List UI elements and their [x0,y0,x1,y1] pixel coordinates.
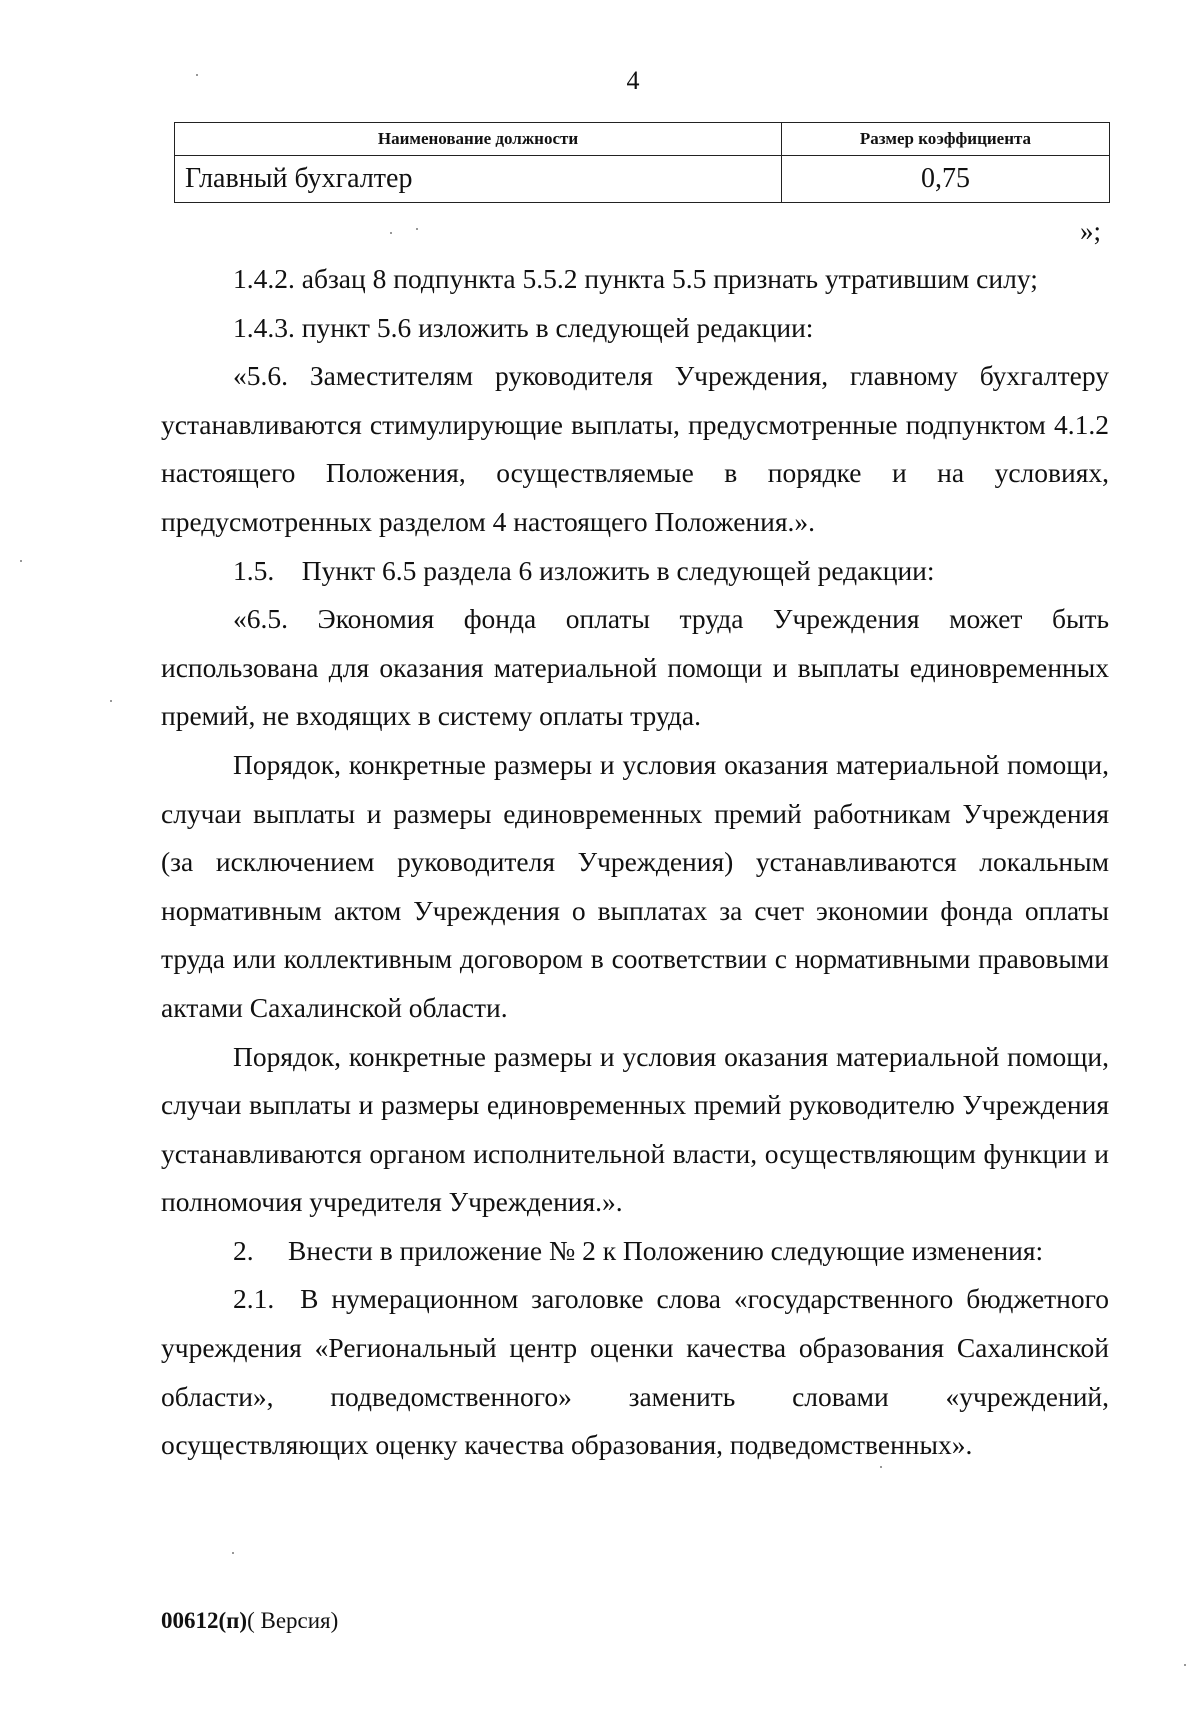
paragraph-2: 2. Внести в приложение № 2 к Положению следующие изменения: [233,1234,1044,1266]
document-id-footer [161,1608,338,1634]
document-body [161,255,1109,1470]
paragraph-5-6: «5.6. Заместителям руководителя Учреждения, главному бухгалтеру устанавливаются стимулирующие выплаты, предусмотренные подпунктом 4.1.2 настоящего Положения, осуществляемые в порядке и на условиях, предусмотренных разделом 4 настоящего Положения.». [161,360,1109,537]
page-number: 4 [626,66,640,95]
paragraph-1-4-3: 1.4.3. пункт 5.6 изложить в следующей редакции: [233,311,814,343]
paragraph-1-4-2: 1.4.2. абзац 8 подпункта 5.5.2 пункта 5.5 признать утратившим силу; [233,263,1038,294]
paragraph-6-5: «6.5. Экономия фонда оплаты труда Учреждения может быть использована для оказания материальной помощи и выплаты единовременных премий, не входящих в систему оплаты труда. [161,603,1109,732]
coefficient-table [174,122,1110,203]
cell-position-name: Главный бухгалтер [175,156,782,203]
table-header-row [175,123,1110,156]
paragraph-order-employees: Порядок, конкретные размеры и условия оказания материальной помощи, случаи выплаты и размеры единовременных премий работникам Учреждения (за исключением руководителя Учреждения) устанавливаются локальным нормативным актом Учреждения о выплатах за счет экономии фонда оплаты труда или коллективным договором в соответствии с нормативными правовыми актами Сахалинской области. [161,748,1109,1023]
paragraph-order-director: Порядок, конкретные размеры и условия оказания материальной помощи, случаи выплаты и размеры единовременных премий руководителю Учреждения устанавливаются органом исполнительной власти, осуществляющим функции и полномочия учредителя Учреждения.». [161,1040,1109,1218]
scan-speck [232,1552,234,1554]
document-version: ( Версия) [247,1608,339,1633]
table-quote-close: »; [1080,216,1102,246]
scan-speck [196,74,198,76]
header-coefficient-size: Размер коэффициента [782,123,1110,156]
header-position-name: Наименование должности [175,123,782,156]
scan-speck [390,232,392,234]
scan-speck [880,1466,882,1468]
cell-coefficient-value: 0,75 [782,156,1110,203]
table-row [175,156,1110,203]
scan-speck [110,700,112,702]
scan-speck [416,228,418,230]
scan-speck [1184,1664,1186,1666]
scan-speck [20,560,22,562]
document-code: 00612(п) [161,1608,248,1633]
paragraph-1-5: 1.5. Пункт 6.5 раздела 6 изложить в следующей редакции: [233,554,935,586]
paragraph-2-1: 2.1. В нумерационном заголовке слова «государственного бюджетного учреждения «Региональный центр оценки качества образования Сахалинской области», подведомственного» заменить словами «учреждений, осуществляющих оценку качества образования, подведомственных». [161,1283,1109,1461]
